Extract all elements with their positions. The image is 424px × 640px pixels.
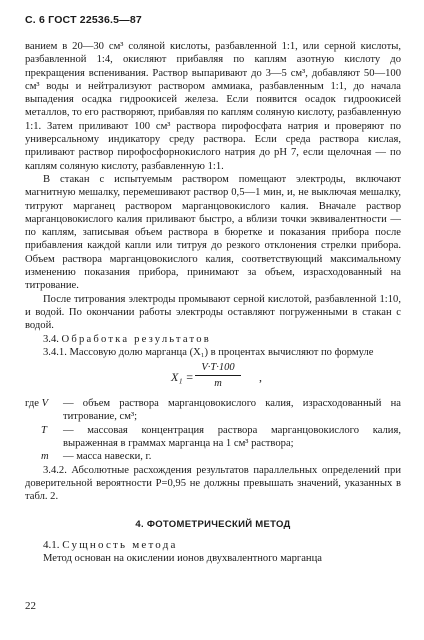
document-body xyxy=(25,40,401,565)
formula-denominator: m xyxy=(214,378,222,390)
definition-t xyxy=(25,424,401,451)
definition-m-text: — масса навески, г. xyxy=(63,451,152,463)
subsection-4-1-number: 4.1. xyxy=(43,538,60,551)
subsection-4-1-heading xyxy=(25,539,401,552)
section-4-title: 4. ФОТОМЕТРИЧЕСКИЙ МЕТОД xyxy=(135,518,291,530)
definition-v-symbol: V xyxy=(41,398,49,410)
formula-lhs: X₁ = xyxy=(171,370,194,385)
paragraph-titration: В стакан с испытуемым раствором помещают электроды, включают магнитную мешалку, перемешивают раствор 0,5—1 мин, и, не выключая мешалку, титруют марганец раствором марганцовокислого калия. Вначале раствор марганцовокислого калия приливают быстро, а вблизи точки эквивалентности — по каплям, записывая объем раствора в бюретке и показания прибора после прибавления каждой капли или титруя до резкого отклонения стрелки прибора. Объем раствора марганцовокислого калия, соответствующий максимальному изменению показания прибора, принимают за объем, израсходованный на титрование. xyxy=(25,173,401,292)
definition-intro xyxy=(25,397,63,424)
definition-t-text: — массовая концентрация раствора марганцовокислого калия, выраженная в граммах марганца на 1 см³ раствора; xyxy=(63,424,401,450)
subsection-4-1-title: Сущность метода xyxy=(62,538,178,551)
paragraph-continuation: ванием в 20—30 см³ соляной кислоты, разбавленной 1:1, или серной кислоты, разбавленной 1:4, окисляют прибавляя по каплям азотную кислоту до прекращения вспенивания. Раствор выпаривают до 3—5 см³, добавляют 50—100 см³ воды и нейтрализуют раствором аммиака, разбавленным 1:1, до начала выпадения осадка гидроокисей железа. Если появится осадок гидроокисей металлов, то его растворяют, прибавляя по каплям соляную кислоту, разбавленную 1:1. Затем приливают 100 см³ раствора пирофосфата натрия и проверяют по универсальному индикатору среду раствора. Если среда раствора кислая, приливают раствор пирофосфорнокислого натрия до рН 7, если щелочная — по каплям соляную кислоту, разбавленную 1:1. xyxy=(25,41,401,172)
subsection-3-4-number: 3.4. xyxy=(43,333,59,345)
formula-numerator: V·T·100 xyxy=(195,361,241,376)
definition-m-symbol: m xyxy=(41,451,49,463)
paragraph-3-4-1: 3.4.1. Массовую долю марганца (X₁) в процентах вычисляют по формуле xyxy=(43,346,374,358)
paragraph-electrodes: После титрования электроды промывают серной кислотой, разбавленной 1:10, и водой. По окончании работы электроды оставляют погруженными в стакан с водой. xyxy=(25,293,401,332)
definition-intro-word: где xyxy=(25,398,39,410)
formula-x1 xyxy=(25,361,401,395)
formula-tail: , xyxy=(259,370,262,385)
definition-t-symbol: T xyxy=(41,424,47,436)
page-header: С. 6 ГОСТ 22536.5—87 xyxy=(25,14,142,26)
page-number: 22 xyxy=(25,600,36,612)
subsection-3-4-title: Обработка результатов xyxy=(61,333,211,345)
paragraph-4-1: Метод основан на окислении ионов двухвалентного марганца xyxy=(43,553,322,565)
definition-v xyxy=(25,397,401,424)
paragraph-3-4-2: 3.4.2. Абсолютные расхождения результатов параллельных определений при доверительной вероятности P=0,95 не должны превышать значений, указанных в табл. 2. xyxy=(25,464,401,503)
definition-v-text: — объем раствора марганцовокислого калия, израсходованный на титрование, см³; xyxy=(63,398,401,423)
formula-fraction xyxy=(195,361,241,391)
subsection-3-4-heading xyxy=(25,333,401,346)
definition-m xyxy=(25,450,401,463)
